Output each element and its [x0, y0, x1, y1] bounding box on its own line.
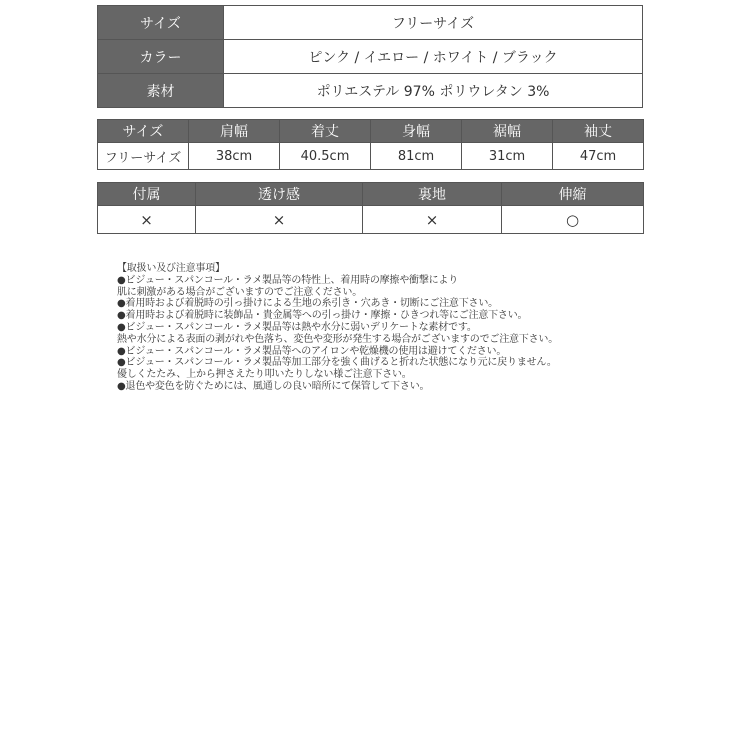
- notes-line: ●着用時および着脱時に装飾品・貴金属等への引っ掛け・摩擦・ひきつれ等にご注意下さい。: [117, 310, 528, 322]
- size-value-hem: 31cm: [462, 143, 553, 170]
- spec-row-color: [98, 40, 643, 74]
- size-header-length: 着丈: [280, 120, 371, 143]
- feature-header-sheerness: 透け感: [196, 183, 363, 206]
- notes-line: 肌に刺激がある場合がございますのでご注意ください。: [117, 286, 362, 298]
- notes-line: ●ビジュー・スパンコール・ラメ製品等は熱や水分に弱いデリケートな素材です。: [117, 321, 477, 333]
- notes-line: ●ビジュー・スパンコール・ラメ製品等加工部分を強く曲げると折れた状態になり元に戻りません。: [117, 357, 557, 369]
- size-table: [97, 119, 644, 170]
- notes-line: 優しくたたみ、上から押さえたり叩いたりしない様ご注意下さい。: [117, 369, 412, 381]
- size-header-shoulder: 肩幅: [189, 120, 280, 143]
- feature-value-lining: ×: [363, 206, 502, 234]
- notes-title: 【取扱い及び注意事項】: [117, 263, 225, 274]
- feature-value-accessory: ×: [98, 206, 196, 234]
- care-notes: [117, 263, 677, 393]
- spec-label-material: 素材: [98, 74, 224, 108]
- feature-value-sheerness: ×: [196, 206, 363, 234]
- size-header-size: サイズ: [98, 120, 189, 143]
- spec-label-color: カラー: [98, 40, 224, 74]
- size-value-length: 40.5cm: [280, 143, 371, 170]
- notes-line: 熱や水分による表面の剥がれや色落ち、変色や変形が発生する場合がございますのでご注意下さい。: [117, 333, 558, 345]
- spec-table: [97, 5, 643, 108]
- spec-row-material: [98, 74, 643, 108]
- spec-label-size: サイズ: [98, 6, 224, 40]
- notes-line: ●ビジュー・スパンコール・ラメ製品等の特性上、着用時の摩擦や衝撃により: [117, 274, 459, 286]
- size-value-row: [98, 143, 644, 170]
- notes-line: ●ビジュー・スパンコール・ラメ製品等へのアイロンや乾燥機の使用は避けてください。: [117, 345, 507, 357]
- size-header-row: [98, 120, 644, 143]
- feature-value-stretch: ○: [502, 206, 644, 234]
- feature-table: [97, 182, 644, 234]
- size-header-width: 身幅: [371, 120, 462, 143]
- feature-header-row: [98, 183, 644, 206]
- size-header-sleeve: 袖丈: [553, 120, 644, 143]
- spec-value-size: フリーサイズ: [224, 6, 643, 40]
- size-value-size: フリーサイズ: [98, 143, 189, 170]
- notes-line: ●退色や変色を防ぐためには、風通しの良い暗所にて保管して下さい。: [117, 380, 430, 392]
- notes-line: ●着用時および着脱時の引っ掛けによる生地の糸引き・穴あき・切断にご注意下さい。: [117, 298, 498, 310]
- feature-header-stretch: 伸縮: [502, 183, 644, 206]
- size-header-hem: 裾幅: [462, 120, 553, 143]
- size-value-shoulder: 38cm: [189, 143, 280, 170]
- spec-row-size: [98, 6, 643, 40]
- spec-value-color: ピンク / イエロー / ホワイト / ブラック: [224, 40, 643, 74]
- spec-value-material: ポリエステル 97% ポリウレタン 3%: [224, 74, 643, 108]
- feature-header-accessory: 付属: [98, 183, 196, 206]
- feature-header-lining: 裏地: [363, 183, 502, 206]
- size-value-width: 81cm: [371, 143, 462, 170]
- feature-value-row: [98, 206, 644, 234]
- size-value-sleeve: 47cm: [553, 143, 644, 170]
